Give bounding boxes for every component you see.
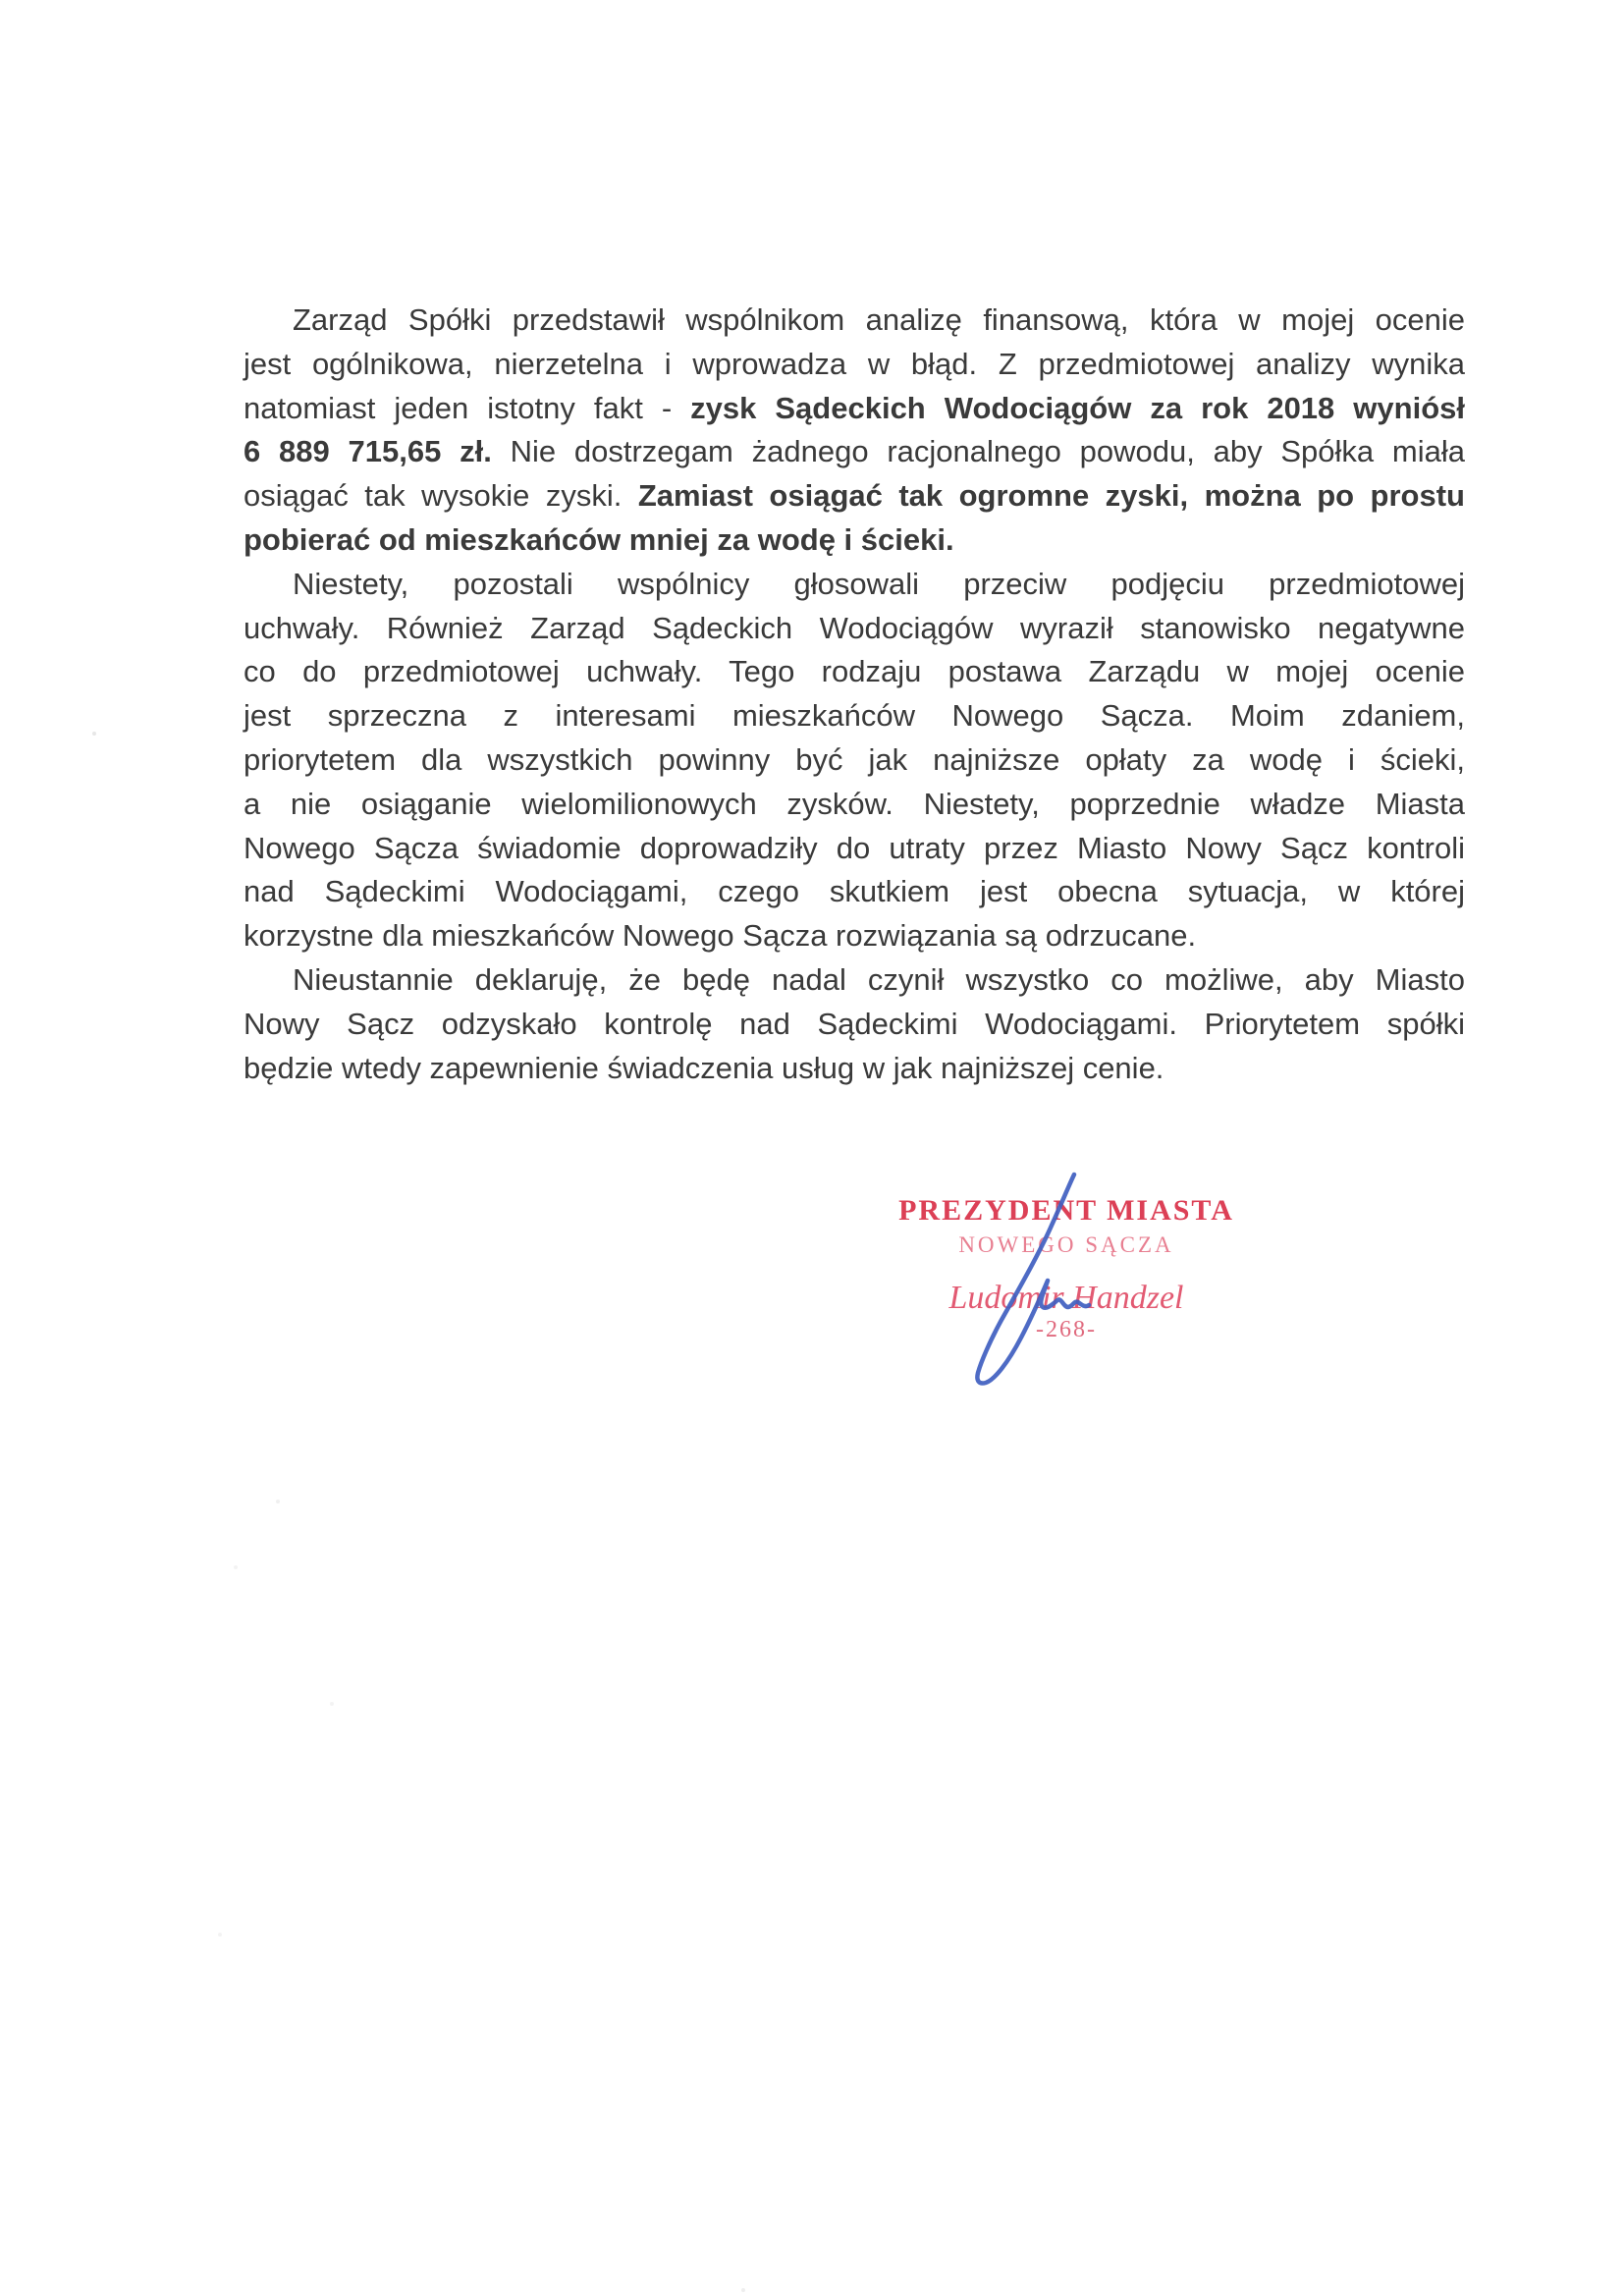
text-segment: co do przedmiotowej uchwały. Tego rodzaju postawa Zarządu w mojej ocenie (244, 654, 1465, 689)
text-line (244, 650, 1465, 694)
bold-text-segment: 6 889 715,65 zł. (244, 434, 492, 469)
text-segment: będzie wtedy zapewnienie świadczenia usług w jak najniższej cenie. (244, 1050, 1164, 1085)
text-line (244, 607, 1465, 651)
text-segment: nad Sądeckimi Wodociągami, czego skutkiem jest obecna sytuacja, w której (244, 874, 1465, 909)
text-line (244, 563, 1465, 607)
text-line (244, 958, 1465, 1003)
bold-text-segment: zysk Sądeckich Wodociągów za rok 2018 wyniósł (690, 390, 1465, 425)
text-segment: Nie dostrzegam żadnego racjonalnego powodu, aby Spółka miała (491, 434, 1465, 469)
scan-speck (276, 1500, 280, 1503)
text-line (244, 474, 1465, 519)
text-line (244, 783, 1465, 827)
paragraph (244, 563, 1465, 958)
text-segment: Nieustannie deklaruję, że będę nadal czynił wszystko co możliwe, aby Miasto (293, 961, 1465, 997)
text-segment: osiągać tak wysokie zyski. (244, 478, 638, 514)
paragraph (244, 299, 1465, 563)
text-segment: priorytetem dla wszystkich powinny być jak najniższe opłaty za wodę i ścieki, (244, 741, 1465, 777)
stamp-number: -268- (1036, 1317, 1097, 1342)
text-segment: Niestety, pozostali wspólnicy głosowali przeciw podjęciu przedmiotowej (293, 566, 1465, 601)
stamp-title: PREZYDENT MIASTA (898, 1194, 1234, 1227)
text-line (244, 738, 1465, 783)
text-segment: korzystne dla mieszkańców Nowego Sącza rozwiązania są odrzucane. (244, 918, 1197, 954)
text-line (244, 1047, 1465, 1091)
paragraph (244, 958, 1465, 1090)
text-line (244, 694, 1465, 738)
text-line (244, 1003, 1465, 1047)
text-line (244, 914, 1465, 958)
bold-text-segment: pobierać od mieszkańców mniej za wodę i ścieki. (244, 521, 954, 557)
letter-body (244, 299, 1465, 1090)
stamp-subtitle: NOWEGO SĄCZA (958, 1232, 1174, 1257)
text-segment: Nowy Sącz odzyskało kontrolę nad Sądeckimi Wodociągami. Priorytetem spółki (244, 1006, 1465, 1041)
text-segment: Zarząd Spółki przedstawił wspólnikom analizę finansową, która w mojej ocenie (293, 302, 1465, 337)
text-segment: a nie osiąganie wielomilionowych zysków. Niestety, poprzednie władze Miasta (244, 786, 1465, 821)
scan-speck (330, 1702, 334, 1706)
scan-speck (741, 2288, 745, 2292)
text-segment: natomiast jeden istotny fakt - (244, 390, 691, 425)
scan-speck (234, 1565, 238, 1569)
stamp-name: Ludomir Handzel (948, 1280, 1184, 1316)
text-line (244, 827, 1465, 871)
bold-text-segment: Zamiast osiągać tak ogromne zyski, można po prostu (637, 478, 1465, 514)
president-stamp (884, 1194, 1249, 1343)
text-line (244, 343, 1465, 387)
text-line (244, 387, 1465, 431)
text-segment: Nowego Sącza świadomie doprowadziły do utraty przez Miasto Nowy Sącz kontroli (244, 830, 1465, 865)
text-line (244, 430, 1465, 474)
text-line (244, 299, 1465, 343)
scan-speck (92, 732, 96, 736)
text-line (244, 519, 1465, 563)
text-segment: jest ogólnikowa, nierzetelna i wprowadza w błąd. Z przedmiotowej analizy wynika (244, 346, 1465, 381)
text-segment: uchwały. Również Zarząd Sądeckich Wodociągów wyraził stanowisko negatywne (244, 610, 1465, 645)
text-segment: jest sprzeczna z interesami mieszkańców Nowego Sącza. Moim zdaniem, (244, 698, 1465, 734)
scan-speck (218, 1933, 222, 1937)
text-line (244, 870, 1465, 914)
